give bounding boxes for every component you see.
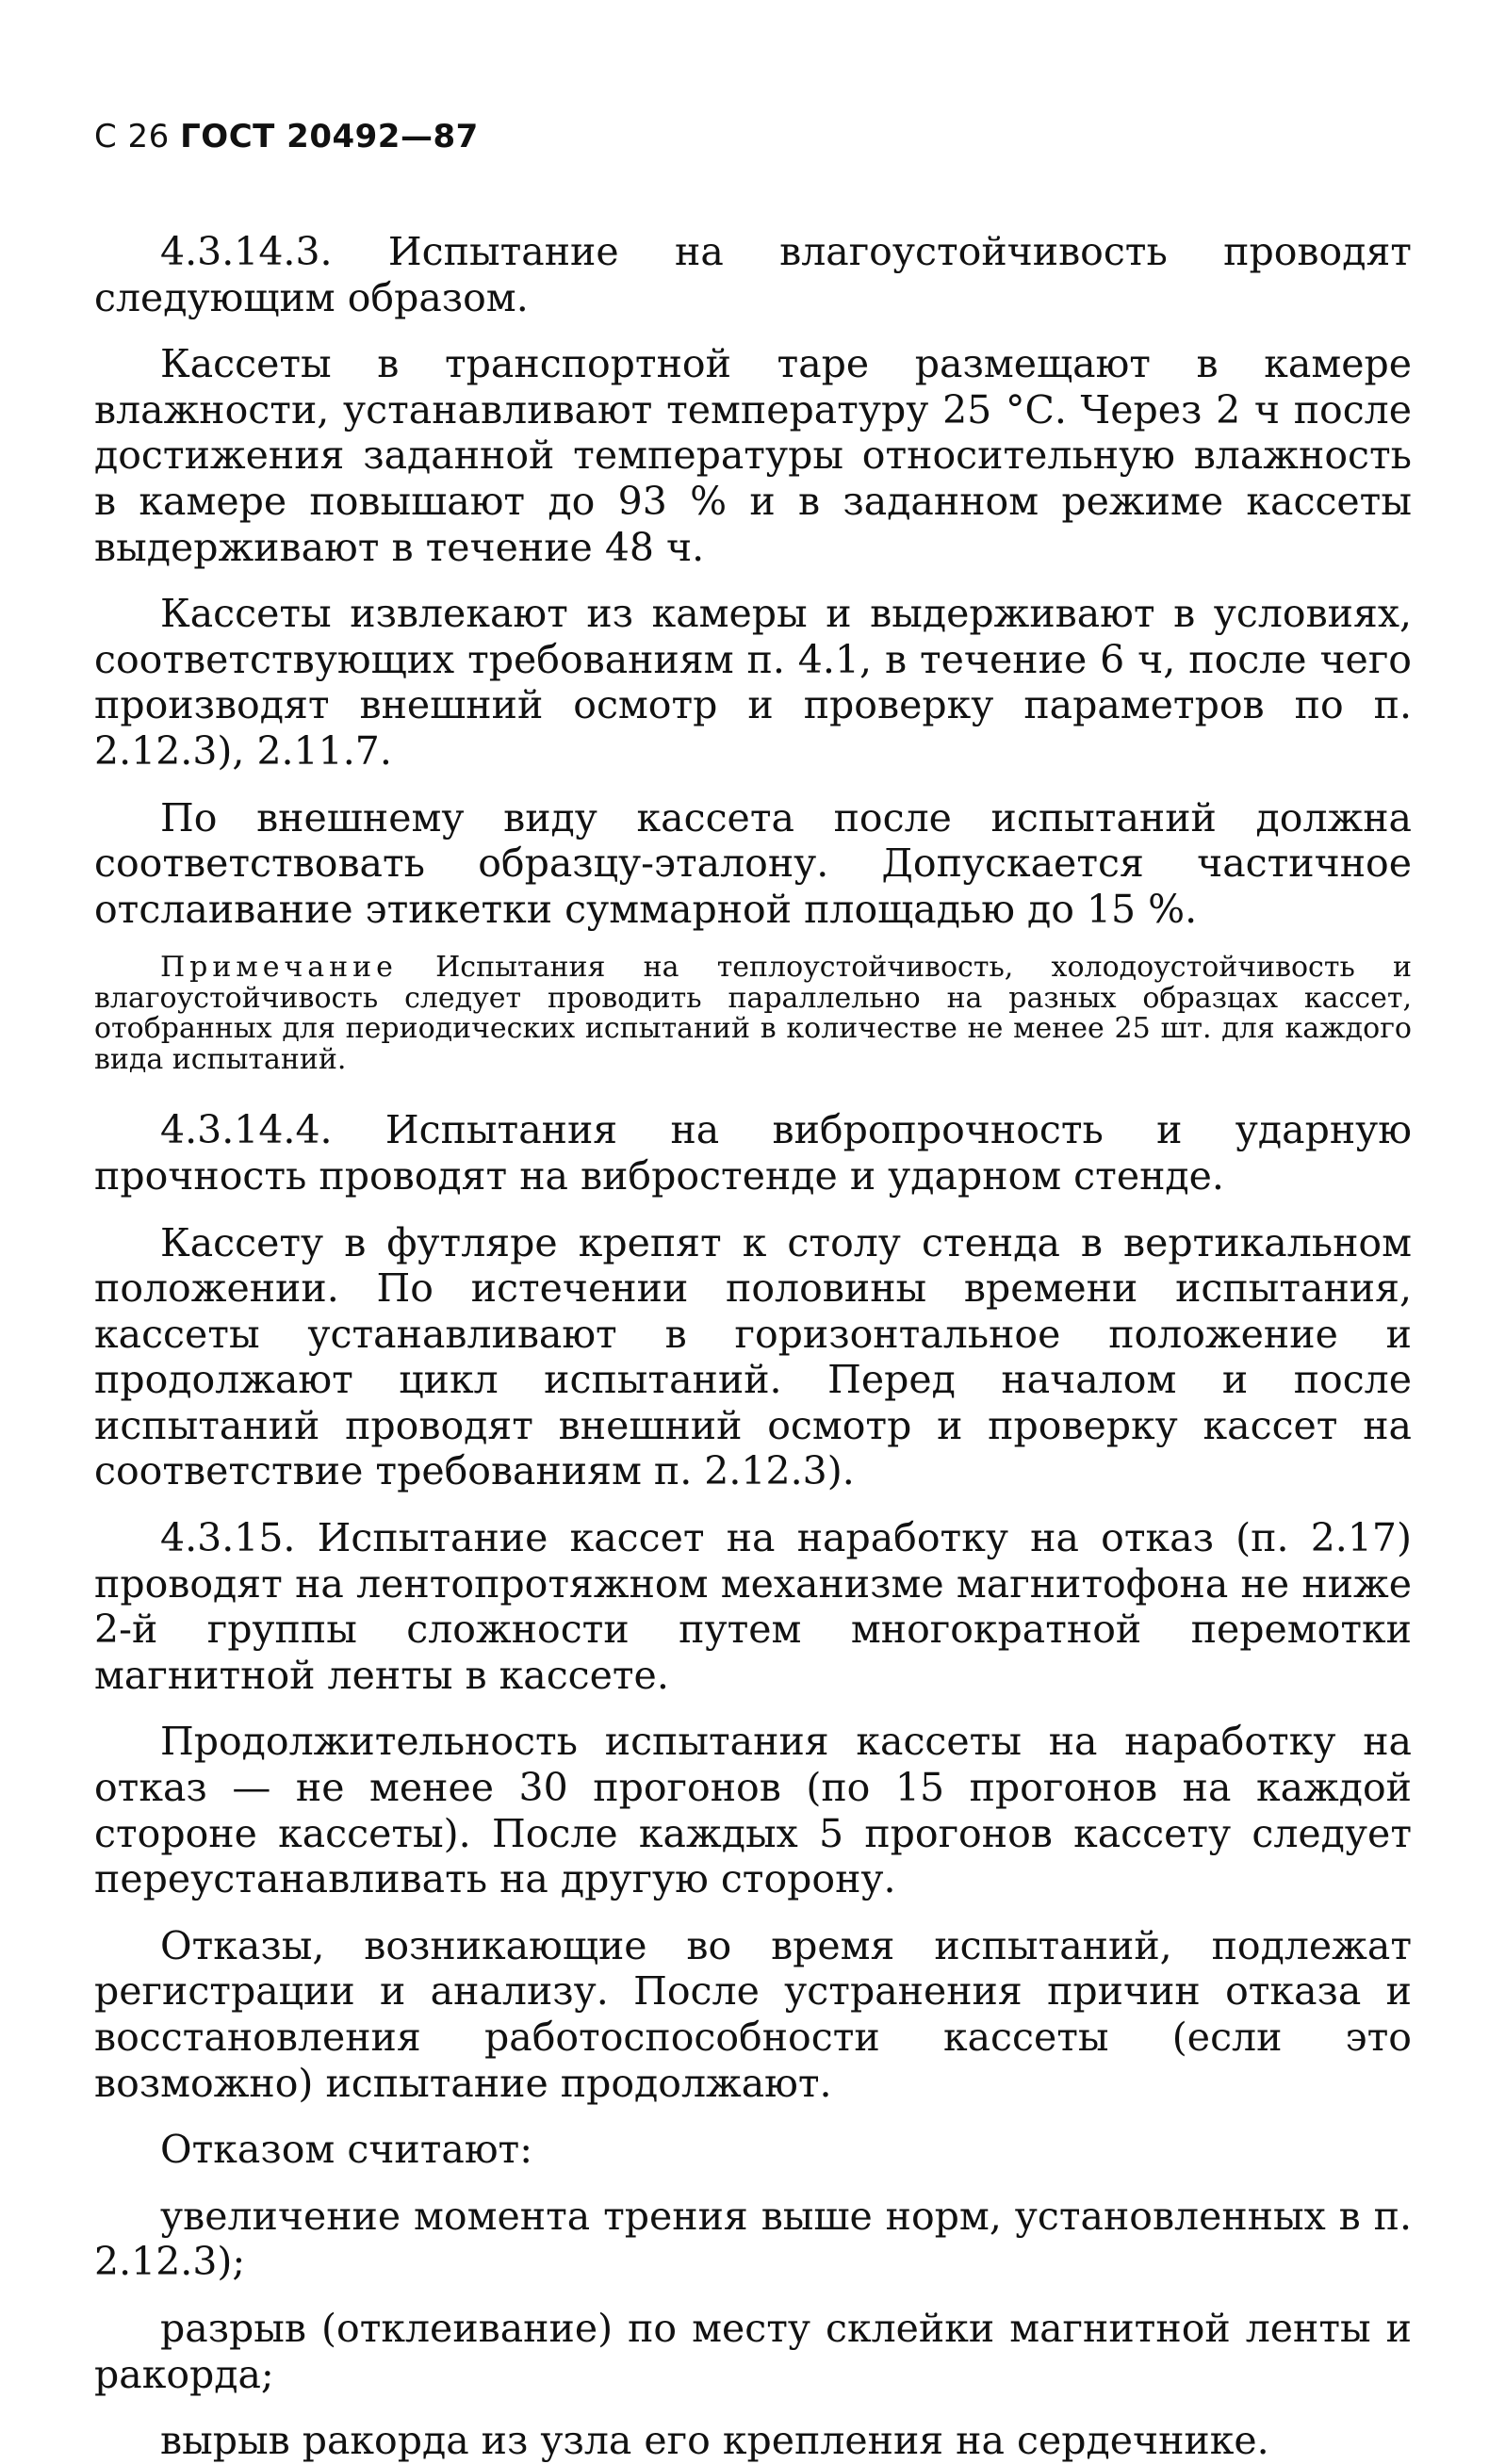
page-number: С 26 bbox=[94, 118, 170, 155]
paragraph-extraction: Кассеты извлекают из камеры и выдерживают в условиях, соответствующих требованиям п. 4.1, в течение 6 ч, после чего производят внешний осмотр и проверку параметров по п. 2.12.3), 2.11.7. bbox=[94, 591, 1412, 774]
paragraph-failure-definition: Отказом считают: bbox=[160, 2127, 533, 2173]
standard-designation: ГОСТ 20492—87 bbox=[180, 118, 479, 155]
paragraph-humidity-chamber: Кассеты в транспортной таре размещают в камере влажности, устанавливают температуру 25 °С. Через 2 ч после достижения заданной температуры относительную влажность в камере повышают до 93 % и в заданном режиме кассеты выдерживают в течение 48 ч. bbox=[94, 341, 1412, 570]
note-text: Испытания на теплоустойчивость, холодоустойчивость и влагоустойчивость следует проводить параллельно на разных образцах кассет, отобранных для периодических испытаний в количестве не менее 25 шт. для каждого вида испытаний. bbox=[94, 951, 1412, 1076]
list-item: разрыв (отклеивание) по месту склейки магнитной ленты и ракорда; bbox=[94, 2305, 1412, 2397]
list-item: увеличение момента трения выше норм, установленных в п. 2.12.3); bbox=[94, 2193, 1412, 2285]
list-item: вырыв ракорда из узла его крепления на сердечнике. bbox=[160, 2418, 1269, 2464]
section-4-3-15-heading: 4.3.15. Испытание кассет на наработку на отказ (п. 2.17) проводят на лентопротяжном механизме магнитофона не ниже 2-й группы сложности путем многократной перемотки магнитной ленты в кассете. bbox=[94, 1515, 1412, 1698]
paragraph-appearance: По внешнему виду кассета после испытаний должна соответствовать образцу-эталону. Допускается частичное отслаивание этикетки суммарной площадью до 15 %. bbox=[94, 794, 1412, 932]
paragraph-duration: Продолжительность испытания кассеты на наработку на отказ — не менее 30 прогонов (по 15 прогонов на каждой стороне кассеты). После каждых 5 прогонов кассету следует переустанавливать на другую сторону. bbox=[94, 1719, 1412, 1902]
page-header bbox=[94, 118, 1412, 155]
paragraph-mounting: Кассету в футляре крепят к столу стенда в вертикальном положении. По истечении половины времени испытания, кассеты устанавливают в горизонтальное положение и продолжают цикл испытаний. Перед началом и после испытаний проводят внешний осмотр и проверку кассет на соответствие требованиям п. 2.12.3). bbox=[94, 1219, 1412, 1494]
section-4-3-14-4-heading: 4.3.14.4. Испытания на вибропрочность и ударную прочность проводят на вибростенде и ударном стенде. bbox=[94, 1107, 1412, 1199]
paragraph-failures: Отказы, возникающие во время испытаний, подлежат регистрации и анализу. После устранения причин отказа и восстановления работоспособности кассеты (если это возможно) испытание продолжают. bbox=[94, 1922, 1412, 2106]
note bbox=[94, 953, 1412, 1075]
section-4-3-14-3-heading: 4.3.14.3. Испытание на влагоустойчивость проводят следующим образом. bbox=[94, 229, 1412, 320]
note-label: Примечание bbox=[160, 951, 398, 985]
